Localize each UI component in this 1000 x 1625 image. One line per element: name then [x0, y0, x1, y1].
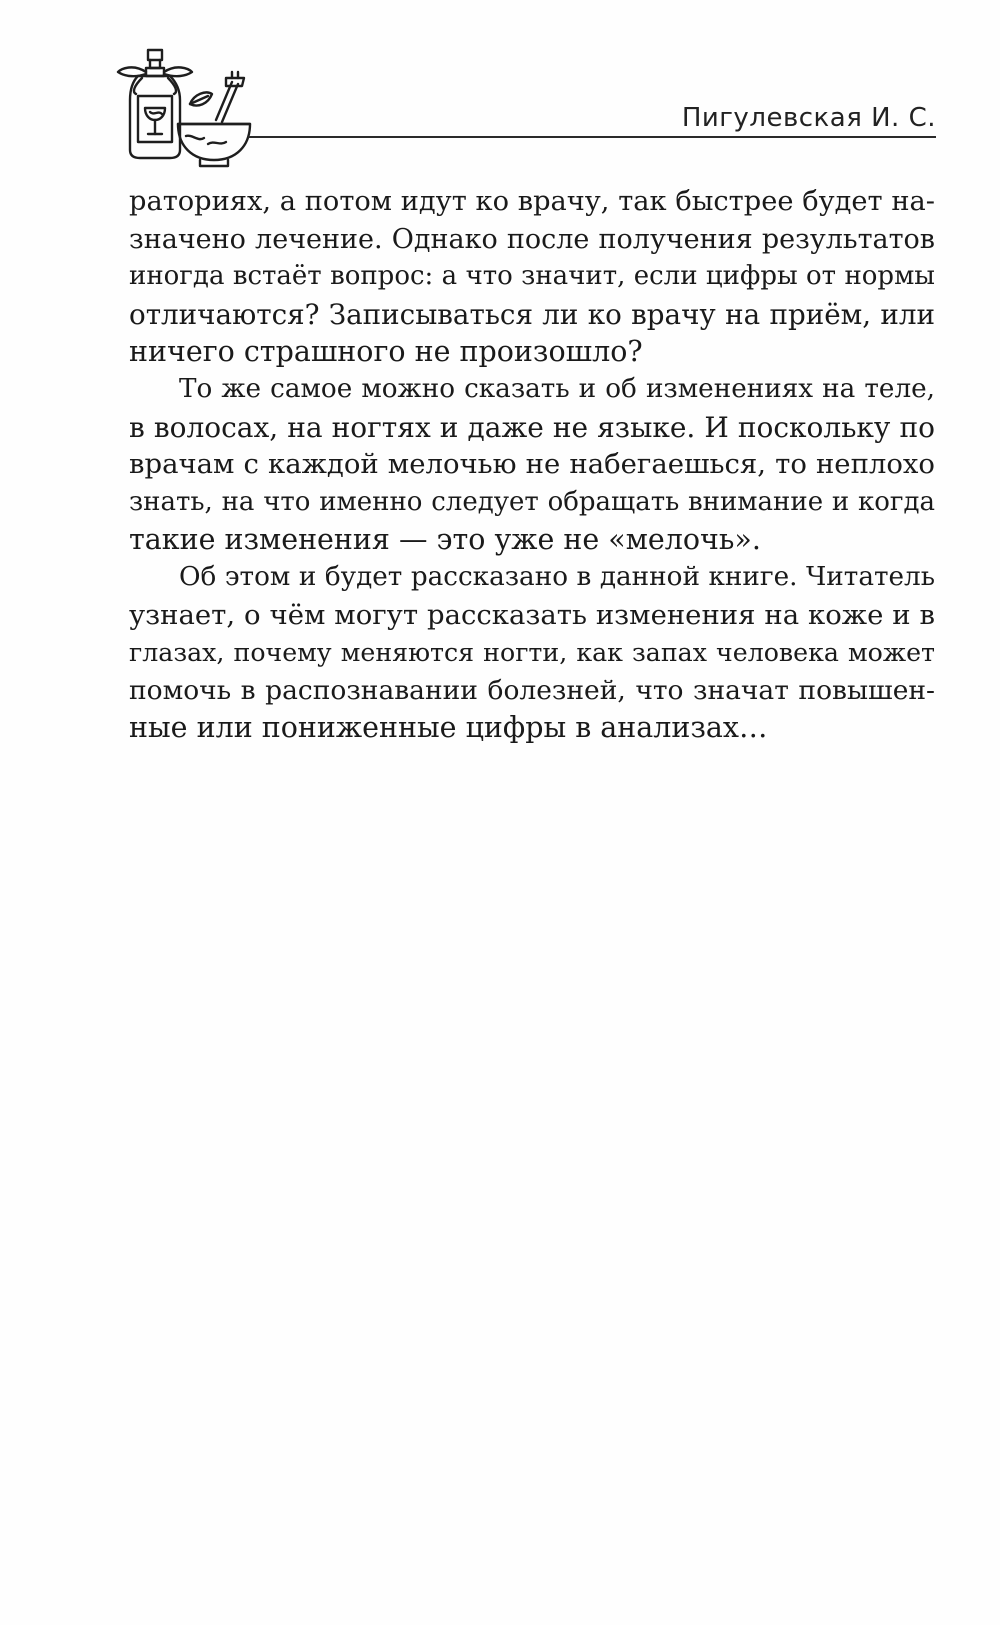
text-line: врачам с каждой мелочью не набегаешься, то неплохо [129, 448, 935, 481]
running-head-author: Пигулевская И. С. [681, 103, 936, 133]
text-line: ные или пониженные цифры в анализах… [129, 711, 768, 745]
paragraph-2 [129, 371, 935, 559]
paragraph-1 [129, 183, 935, 371]
header-rule [248, 136, 936, 138]
text-line: глазах, почему меняются ногти, как запах человека может [129, 638, 935, 668]
text-line: значено лечение. Однако после получения результатов [129, 223, 935, 255]
text-line: знать, на что именно следует обращать внимание и когда [129, 486, 935, 517]
text-line: ничего страшного не произошло? [129, 335, 643, 369]
apothecary-bottle-mortar-icon [112, 42, 252, 170]
text-line: иногда встаёт вопрос: а что значит, если цифры от нормы [129, 261, 935, 292]
paragraph-3 [129, 559, 935, 747]
text-line: отличаются? Записываться ли ко врачу на приём, или [129, 297, 935, 331]
text-line: в волосах, на ногтях и даже не языке. И поскольку по [129, 410, 935, 444]
text-line: Об этом и будет рассказано в данной книге. Читатель [179, 561, 935, 592]
text-line: узнает, о чём могут рассказать изменения на коже и в [129, 598, 935, 631]
text-line: такие изменения — это уже не «мелочь». [129, 523, 761, 557]
text-line: То же самое можно сказать и об изменениях на теле, [179, 373, 935, 404]
text-line: помочь в распознавании болезней, что значат повышен- [129, 674, 935, 706]
body-text [129, 183, 935, 747]
text-line: раториях, а потом идут ко врачу, так быстрее будет на- [129, 186, 935, 217]
